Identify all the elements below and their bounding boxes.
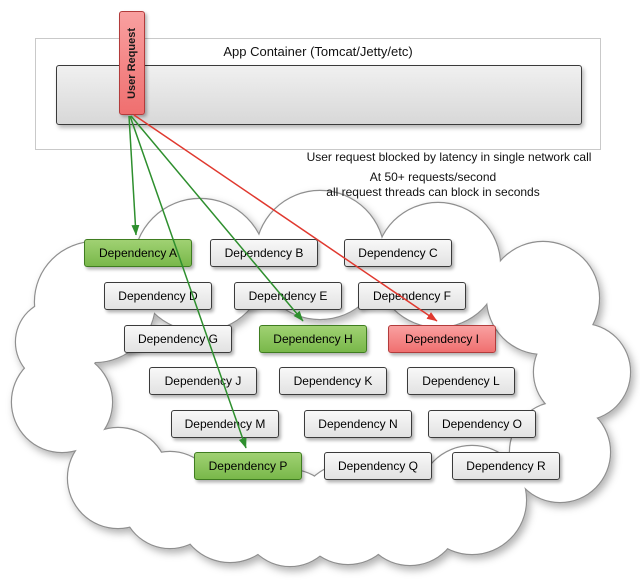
annotation-request-rate-line2: all request threads can block in seconds <box>326 185 540 199</box>
dependency-box-j: Dependency J <box>149 367 257 395</box>
user-request-box <box>119 11 145 115</box>
dependency-box-f: Dependency F <box>358 282 466 310</box>
app-container-title: App Container (Tomcat/Jetty/etc) <box>223 44 413 59</box>
dependency-box-b: Dependency B <box>210 239 318 267</box>
dependency-box-l: Dependency L <box>407 367 515 395</box>
annotation-request-rate-line1: At 50+ requests/second <box>369 170 497 184</box>
dependency-box-e: Dependency E <box>234 282 342 310</box>
dependency-box-h: Dependency H <box>259 325 367 353</box>
dependency-box-a: Dependency A <box>84 239 192 267</box>
dependency-box-g: Dependency G <box>124 325 232 353</box>
dependency-box-p: Dependency P <box>194 452 302 480</box>
dependency-box-i: Dependency I <box>388 325 496 353</box>
dependency-box-d: Dependency D <box>104 282 212 310</box>
dependency-box-q: Dependency Q <box>324 452 432 480</box>
dependency-box-c: Dependency C <box>344 239 452 267</box>
dependency-box-m: Dependency M <box>171 410 279 438</box>
annotation-blocked-latency: User request blocked by latency in single network call <box>306 150 592 164</box>
dependency-box-o: Dependency O <box>428 410 536 438</box>
dependency-box-r: Dependency R <box>452 452 560 480</box>
dependency-box-n: Dependency N <box>304 410 412 438</box>
user-request-label: User Request <box>126 27 138 99</box>
dependency-box-k: Dependency K <box>279 367 387 395</box>
